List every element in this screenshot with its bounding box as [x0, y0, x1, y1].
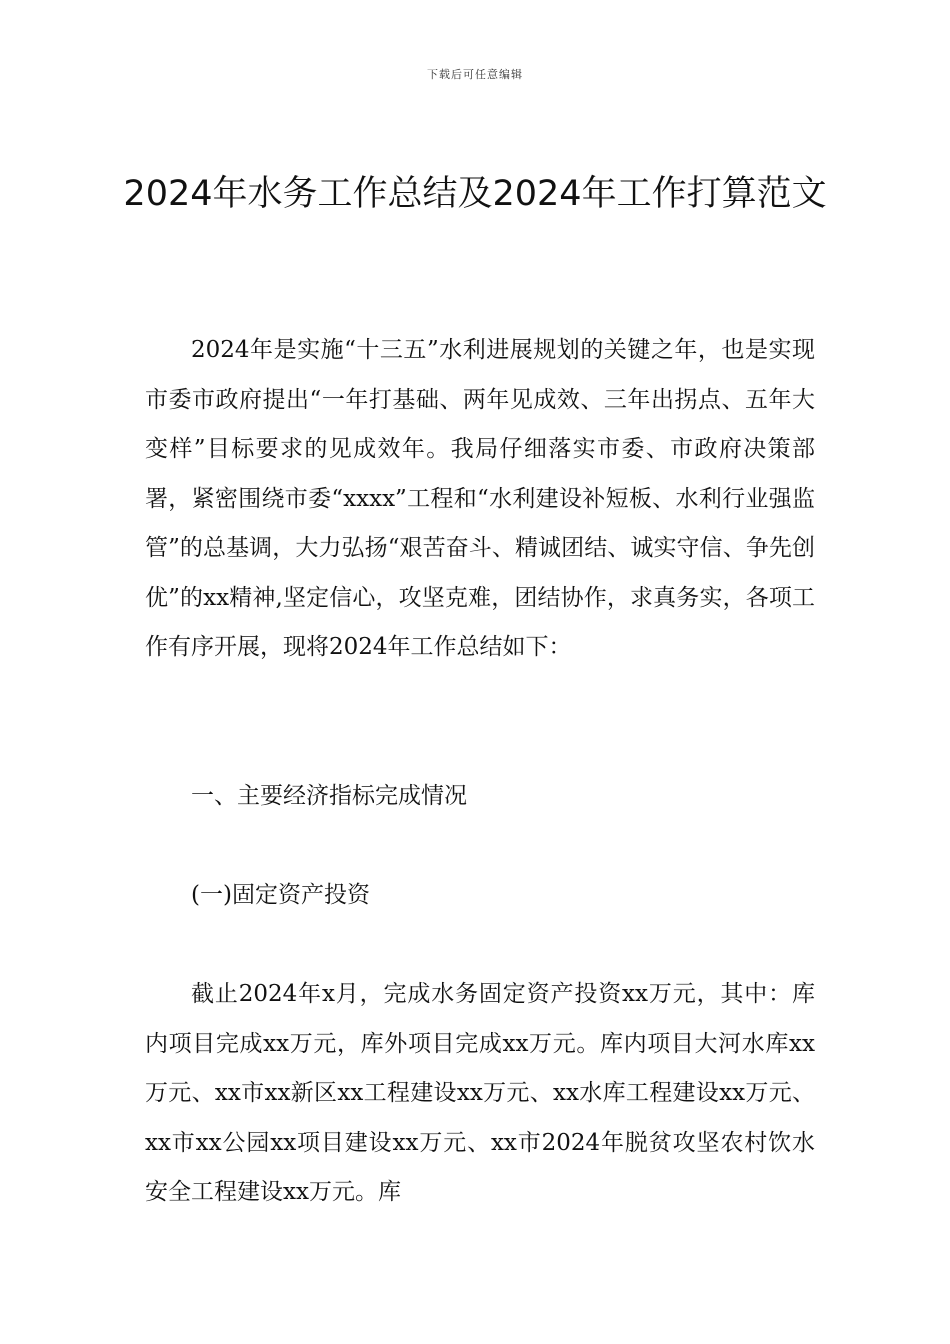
paragraph-investment: 截止2024年x月，完成水务固定资产投资xx万元，其中：库内项目完成xx万元，库外项目完成xx万元。库内项目大河水库xx万元、xx市xx新区xx工程建设xx万元、xx水库工程建设xx万元、xx市xx公园xx项目建设xx万元、xx市2024年脱贫攻坚农村饮水安全工程建设xx万元。库 [145, 981, 815, 1205]
paragraph-intro: 2024年是实施“十三五”水利进展规划的关键之年，也是实现市委市政府提出“一年打基础、两年见成效、三年出拐点、五年大变样”目标要求的见成效年。我局仔细落实市委、市政府决策部署，紧密围绕市委“xxxx”工程和“水利建设补短板、水利行业强监管”的总基调，大力弘扬“艰苦奋斗、精诚团结、诚实守信、争先创优”的xx精神,坚定信心，攻坚克难，团结协作，求真务实，各项工作有序开展，现将2024年工作总结如下： [145, 337, 815, 660]
document-title: 2024年水务工作总结及2024年工作打算范文 [123, 174, 827, 214]
section-heading-1: 一、主要经济指标完成情况 [191, 783, 467, 809]
subsection-heading-1: (一)固定资产投资 [191, 882, 370, 908]
header-note: 下载后可任意编辑 [427, 68, 523, 81]
